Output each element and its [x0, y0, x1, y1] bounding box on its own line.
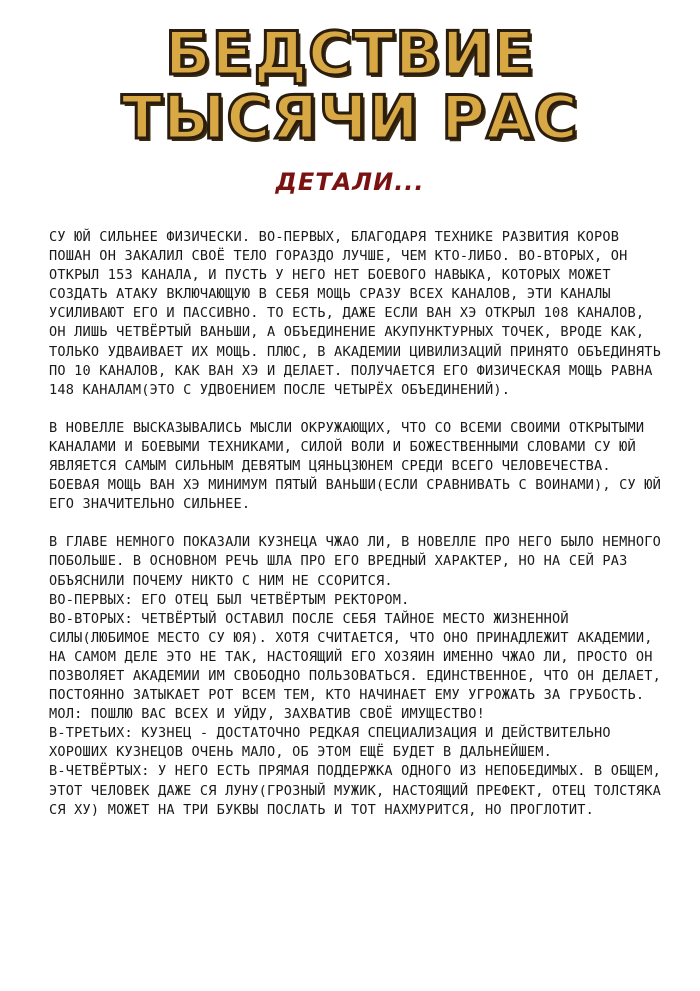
article-body [49, 228, 669, 820]
page-title-line-2: ТЫСЯЧИ РАС [121, 83, 579, 153]
paragraph-2: В НОВЕЛЛЕ ВЫСКАЗЫВАЛИСЬ МЫСЛИ ОКРУЖАЮЩИХ, ЧТО СО ВСЕМИ СВОИМИ ОТКРЫТЫМИ КАНАЛАМИ И БОЕВЫМИ ТЕХНИКАМИ, СИЛОЙ ВОЛИ И БОЖЕСТВЕННЫМИ СЛОВАМИ СУ ЮЙ ЯВЛЯЕТСЯ САМЫМ СИЛЬНЫМ ДЕВЯТЫМ ЦЯНЬЦЗЮНЕМ СРЕДИ ВСЕГО ЧЕЛОВЕЧЕСТВА. БОЕВАЯ МОЩЬ ВАН ХЭ МИНИМУМ ПЯТЫЙ ВАНЬШИ(ЕСЛИ СРАВНИВАТЬ С ВОИНАМИ), СУ ЮЙ ЕГО ЗНАЧИТЕЛЬНО СИЛЬНЕЕ. [49, 419, 662, 513]
paragraph-1: СУ ЮЙ СИЛЬНЕЕ ФИЗИЧЕСКИ. ВО-ПЕРВЫХ, БЛАГОДАРЯ ТЕХНИКЕ РАЗВИТИЯ КОРОВ ПОШАН ОН ЗАКАЛИЛ СВОЁ ТЕЛО ГОРАЗДО ЛУЧШЕ, ЧЕМ КТО-ЛИБО. ВО-ВТОРЫХ, ОН ОТКРЫЛ 153 КАНАЛА, И ПУСТЬ У НЕГО НЕТ БОЕВОГО НАВЫКА, КОТОРЫХ МОЖЕТ СОЗДАТЬ АТАКУ ВКЛЮЧАЮЩУЮ В СЕБЯ МОЩЬ СРАЗУ ВСЕХ КАНАЛОВ, ЭТИ КАНАЛЫ УСИЛИВАЮТ ЕГО И ПАССИВНО. ТО ЕСТЬ, ДАЖЕ ЕСЛИ ВАН ХЭ ОТКРЫЛ 108 КАНАЛОВ, ОН ЛИШЬ ЧЕТВЁРТЫЙ ВАНЬШИ, А ОБЪЕДИНЕНИЕ АКУПУНКТУРНЫХ ТОЧЕК, ВРОДЕ КАК, ТОЛЬКО УДВАИВАЕТ ИХ МОЩЬ. ПЛЮС, В АКАДЕМИИ ЦИВИЛИЗАЦИЙ ПРИНЯТО ОБЪЕДИНЯТЬ ПО 10 КАНАЛОВ, КАК ВАН ХЭ И ДЕЛАЕТ. ПОЛУЧАЕТСЯ ЕГО ФИЗИЧЕСКАЯ МОЩЬ РАВНА 148 КАНАЛАМ(ЭТО С УДВОЕНИЕМ ПОСЛЕ ЧЕТЫРЁХ ОБЪЕДИНЕНИЙ). [49, 229, 662, 398]
section-subtitle: ДЕТАЛИ... [275, 168, 425, 196]
page-title-line-1: БЕДСТВИЕ [164, 19, 536, 89]
paragraph-3: В ГЛАВЕ НЕМНОГО ПОКАЗАЛИ КУЗНЕЦА ЧЖАО ЛИ, В НОВЕЛЛЕ ПРО НЕГО БЫЛО НЕМНОГО ПОБОЛЬШЕ. В ОСНОВНОМ РЕЧЬ ШЛА ПРО ЕГО ВРЕДНЫЙ ХАРАКТЕР, НО НА СЕЙ РАЗ ОБЪЯСНИЛИ ПОЧЕМУ НИКТО С НИМ НЕ ССОРИТСЯ. ВО-ПЕРВЫХ: ЕГО ОТЕЦ БЫЛ ЧЕТВЁРТЫМ РЕКТОРОМ. ВО-ВТОРЫХ: ЧЕТВЁРТЫЙ ОСТАВИЛ ПОСЛЕ СЕБЯ ТАЙНОЕ МЕСТО ЖИЗНЕННОЙ СИЛЫ(ЛЮБИМОЕ МЕСТО СУ ЮЯ). ХОТЯ СЧИТАЕТСЯ, ЧТО ОНО ПРИНАДЛЕЖИТ АКАДЕМИИ, НА САМОМ ДЕЛЕ ЭТО НЕ ТАК, НАСТОЯЩИЙ ЕГО ХОЗЯИН ИМЕННО ЧЖАО ЛИ, ПРОСТО ОН ПОЗВОЛЯЕТ АКАДЕМИИ ИМ СВОБОДНО ПОЛЬЗОВАТЬСЯ. ЕДИНСТВЕННОЕ, ЧТО ОН ДЕЛАЕТ, ПОСТОЯННО ЗАТЫКАЕТ РОТ ВСЕМ ТЕМ, КТО НАЧИНАЕТ ЕМУ УГРОЖАТЬ ЗА ГРУБОСТЬ. МОЛ: ПОШЛЮ ВАС ВСЕХ И УЙДУ, ЗАХВАТИВ СВОЁ ИМУЩЕСТВО! В-ТРЕТЬИХ: КУЗНЕЦ - ДОСТАТОЧНО РЕДКАЯ СПЕЦИАЛИЗАЦИЯ И ДЕЙСТВИТЕЛЬНО ХОРОШИХ КУЗНЕЦОВ ОЧЕНЬ МАЛО, ОБ ЭТОМ ЕЩЁ БУДЕТ В ДАЛЬНЕЙШЕМ. В-ЧЕТВЁРТЫХ: У НЕГО ЕСТЬ ПРЯМАЯ ПОДДЕРЖКА ОДНОГО ИЗ НЕПОБЕДИМЫХ. В ОБЩЕМ, ЭТОТ ЧЕЛОВЕК ДАЖЕ СЯ ЛУНУ(ГРОЗНЫЙ МУЖИК, НАСТОЯЩИЙ ПРЕФЕКТ, ОТЕЦ ТОЛСТЯКА СЯ ХУ) МОЖЕТ НА ТРИ БУКВЫ ПОСЛАТЬ И ТОТ НАХМУРИТСЯ, НО ПРОГЛОТИТ. [49, 534, 662, 818]
page-title [0, 19, 700, 153]
